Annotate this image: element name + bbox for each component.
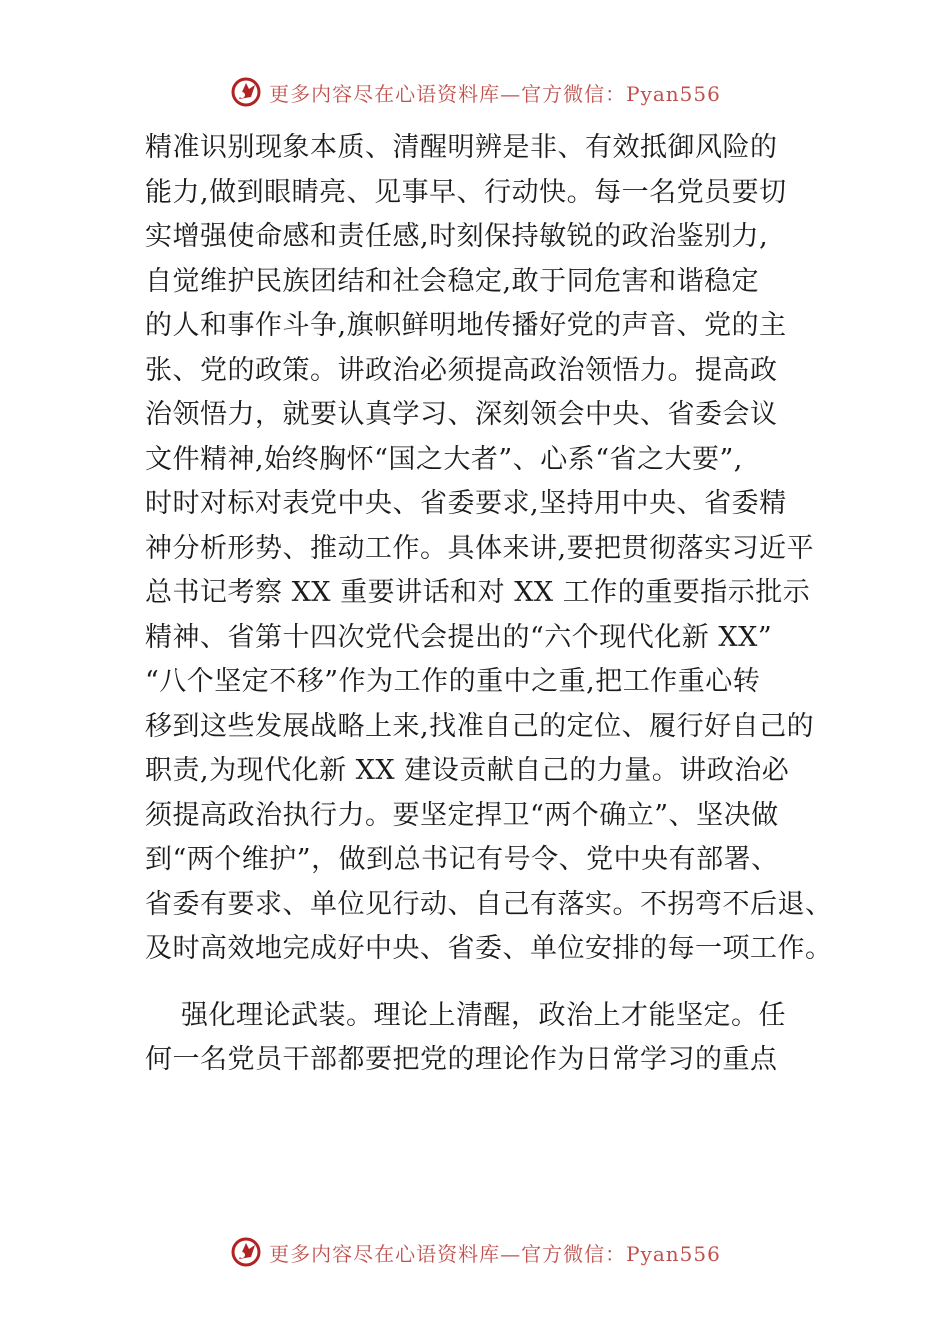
text-line: 移到这些发展战略上来,找准自己的定位、履行好自己的 [145,710,815,742]
header-banner-text: 更多内容尽在心语资料库—官方微信：Pyan556 [269,81,721,106]
logo-icon [229,1235,263,1269]
text-line: “八个坚定不移”作为工作的重中之重,把工作重心转 [145,666,761,697]
document-body [145,126,845,1083]
text-line: 精神、省第十四次党代会提出的“六个现代化新 XX” [145,621,773,653]
text-line: 到“两个维护”，做到总书记有号令、党中央有部署、 [145,844,779,875]
header-banner [0,70,950,114]
paragraph-2 [145,994,845,1083]
text-line: 总书记考察 XX 重要讲话和对 XX 工作的重要指示批示 [145,577,811,608]
footer-banner [0,1230,950,1274]
text-line: 张、党的政策。讲政治必须提高政治领悟力。提高政 [145,354,778,386]
text-line: 须提高政治执行力。要坚定捍卫“两个确立”、坚决做 [145,799,779,831]
text-line: 神分析形势、推动工作。具体来讲,要把贯彻落实习近平 [145,532,815,564]
text-line: 省委有要求、单位见行动、自己有落实。不拐弯不后退、 [145,888,833,920]
text-line: 实增强使命感和责任感,时刻保持敏锐的政治鉴别力, [145,221,769,252]
logo-icon [229,75,263,109]
text-line: 何一名党员干部都要把党的理论作为日常学习的重点 [145,1044,778,1075]
text-line: 精准识别现象本质、清醒明辨是非、有效抵御风险的 [145,132,778,163]
paragraph-gap [145,972,845,994]
text-line: 文件精神,始终胸怀“国之大者”、心系“省之大要”, [145,443,743,475]
text-line: 强化理论武装。理论上清醒，政治上才能坚定。任 [181,999,786,1031]
text-line: 治领悟力，就要认真学习、深刻领会中央、省委会议 [145,399,778,430]
paragraph-1 [145,126,845,972]
text-line: 能力,做到眼睛亮、见事早、行动快。每一名党员要切 [145,176,787,208]
text-line: 的人和事作斗争,旗帜鲜明地传播好党的声音、党的主 [145,310,787,341]
text-line: 自觉维护民族团结和社会稳定,敢于同危害和谐稳定 [145,265,760,297]
footer-banner-text: 更多内容尽在心语资料库—官方微信：Pyan556 [269,1241,721,1266]
text-line: 职责,为现代化新 XX 建设贡献自己的力量。讲政治必 [145,755,790,786]
text-line: 及时高效地完成好中央、省委、单位安排的每一项工作。 [145,933,833,964]
text-line: 时时对标对表党中央、省委要求,坚持用中央、省委精 [145,488,787,519]
